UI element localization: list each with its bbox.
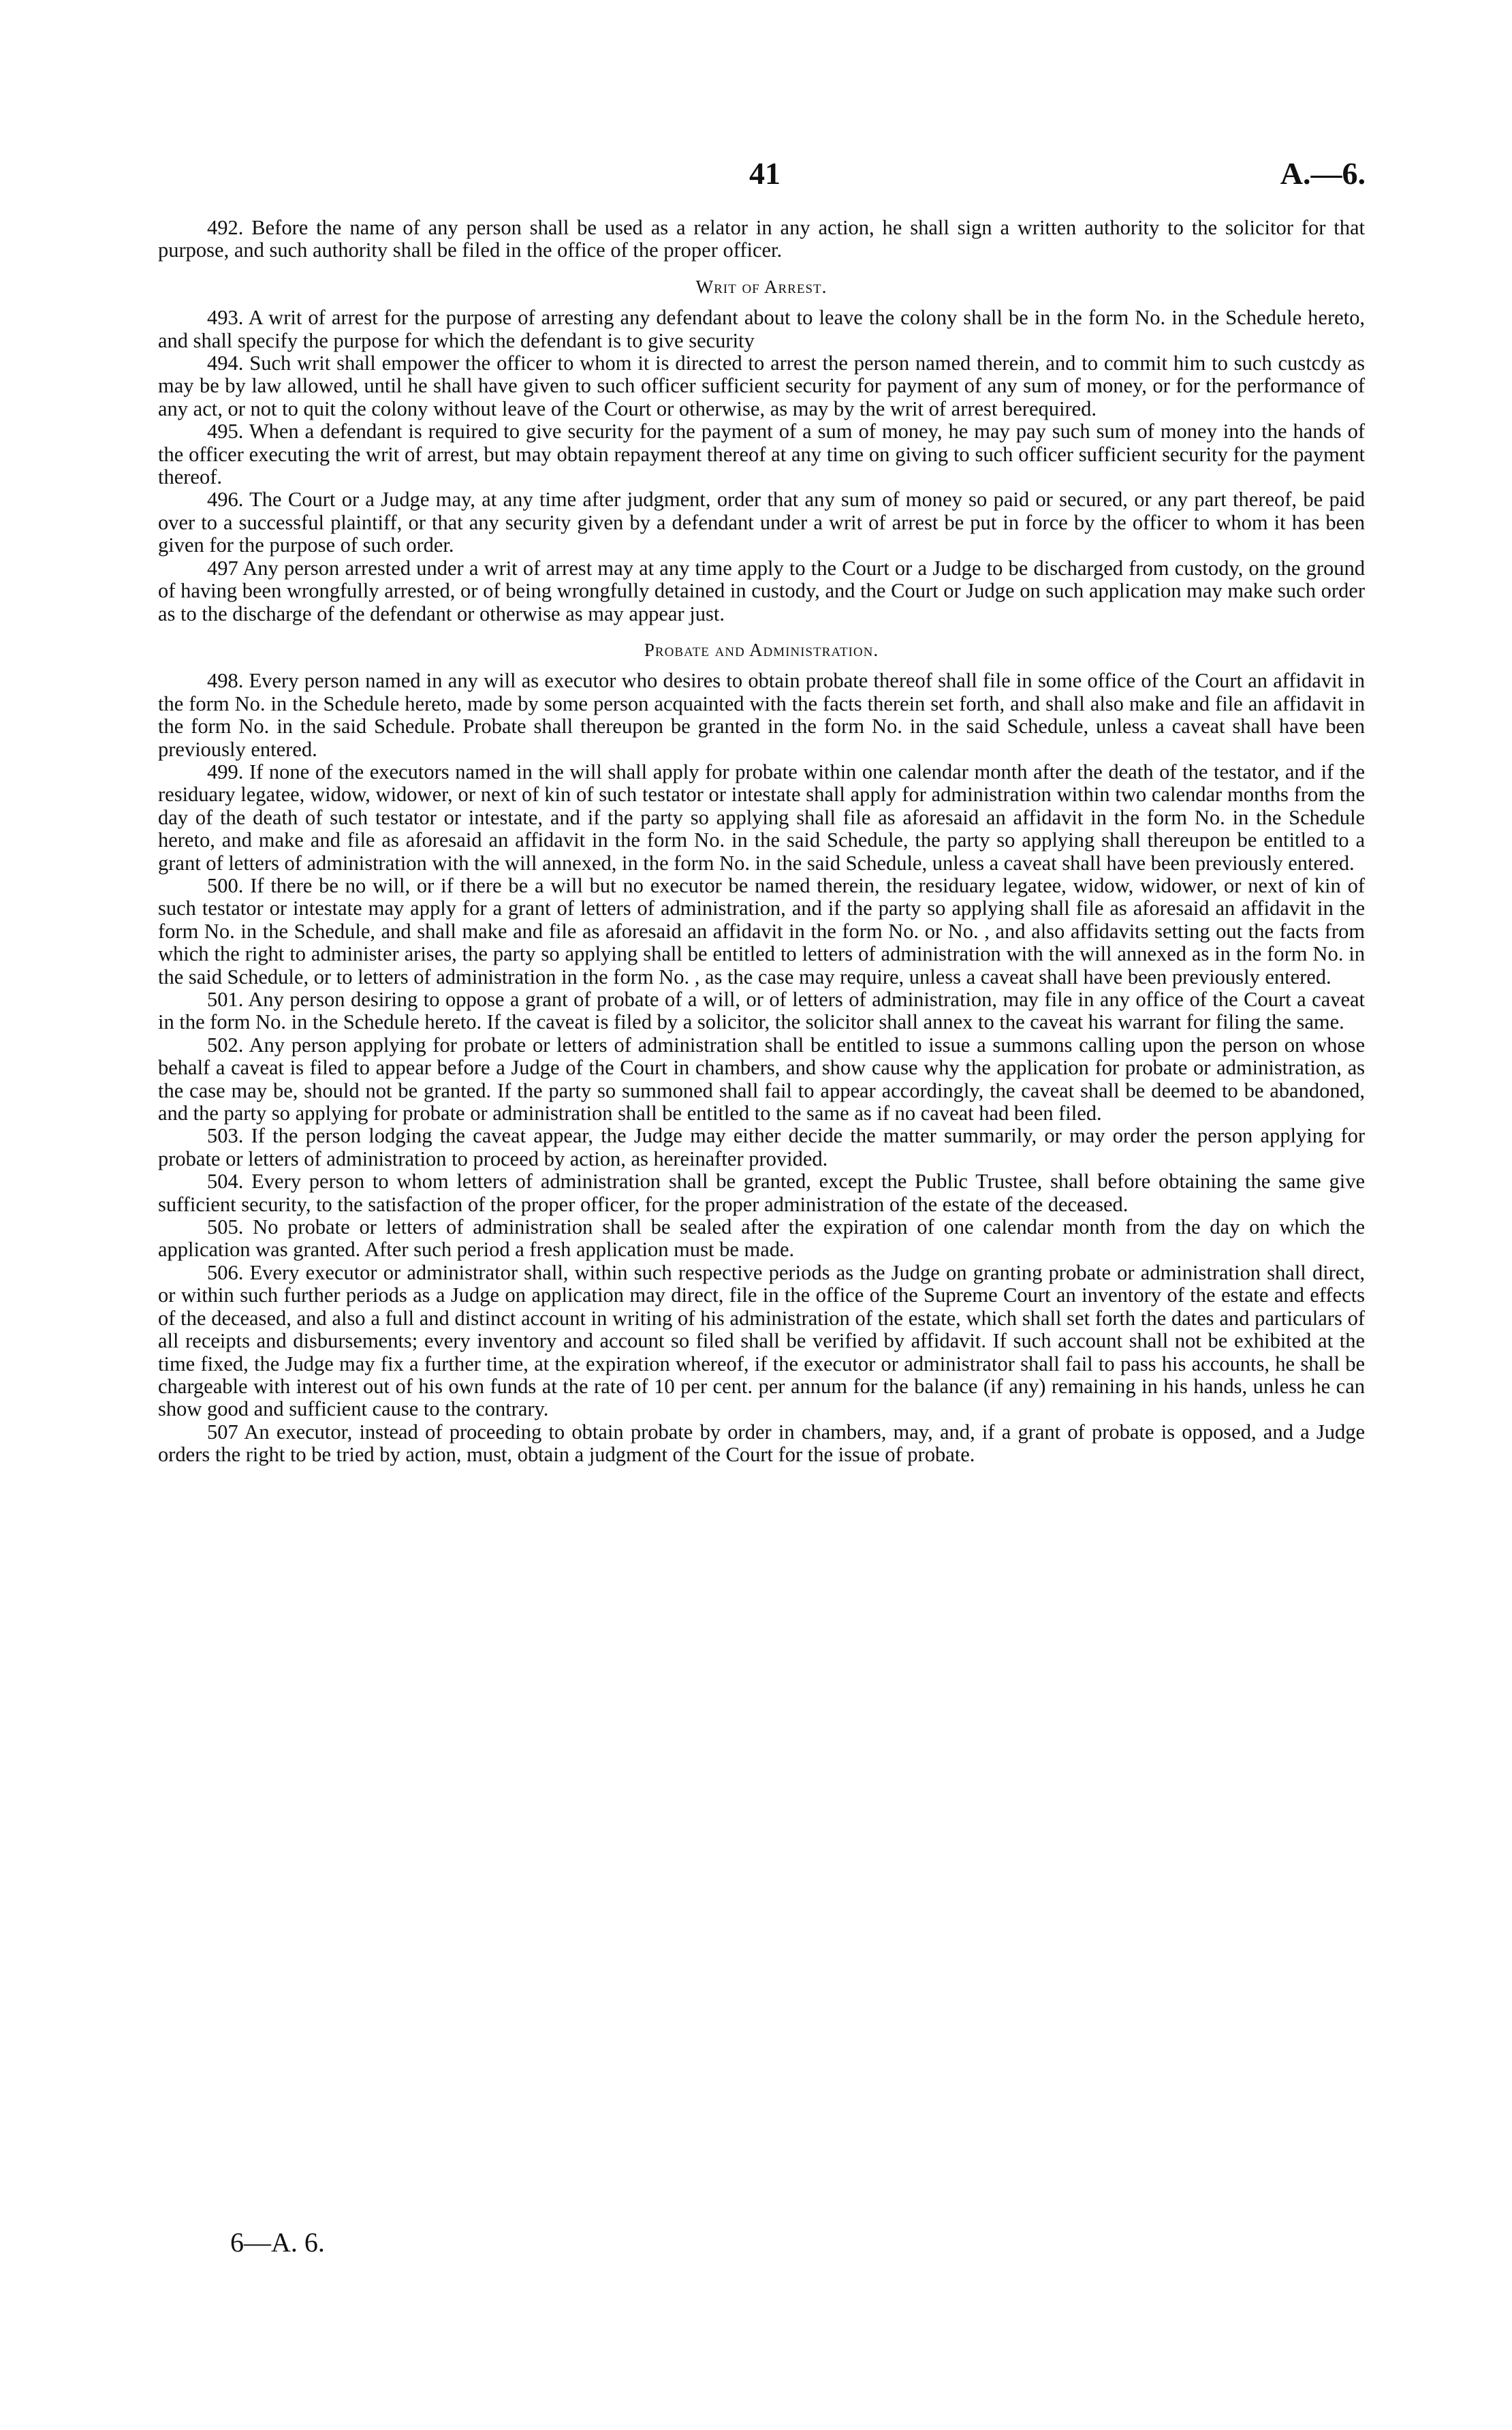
clause-paragraph — [158, 352, 1365, 420]
section-heading: Writ of Arrest. — [695, 276, 828, 297]
page-number: 41 — [749, 156, 781, 191]
clause-number: 502. — [207, 1033, 244, 1057]
clause-text: No probate or letters of administration shall be sealed after the expiration of one calendar month from the day on which the application was granted. After such period a fresh application must be made. — [158, 1215, 1365, 1262]
running-header — [157, 155, 1366, 196]
clause-number: 497 — [207, 556, 238, 580]
clause-number: 500. — [207, 873, 244, 897]
clause-text: If none of the executors named in the will shall apply for probate within one calendar month after the death of the testator, and if the residuary legatee, widow, widower, or next of kin of such testator or intestate shall apply for administration within two calendar months from the day of the death of such testator or intestate, and if the party so applying shall file as aforesaid an affidavit in the form No. in the Schedule hereto, and make and file as aforesaid an affidavit in the form No. in the said Schedule, the party so applying shall thereupon be entitled to a grant of letters of administration with the will annexed, in the form No. in the said Schedule, unless a caveat shall have been previously entered. — [158, 760, 1365, 875]
clause-number: 505. — [207, 1215, 244, 1239]
clause-text: Any person arrested under a writ of arrest may at any time apply to the Court or a Judge to be discharged from custody, on the ground of having been wrongfully arrested, or of being wrongfully detained in custody, and the Court or Judge on such application may make such order as to the discharge of the defendant or otherwise as may appear just. — [158, 556, 1365, 625]
clause-number: 499. — [207, 760, 244, 783]
clause-text: If there be no will, or if there be a will but no executor be named therein, the residuary legatee, widow, widower, or next of kin of such testator or intestate may apply for a grant of letters of administration, and if the party so applying shall file as aforesaid an affidavit in the form No. in the Schedule, and shall make and file as aforesaid an affidavit in the form No. or No. , and also affidavits setting out the facts from which the right to administer arises, the party so applying shall be entitled to letters of administration with the will annexed as in the form No. in the said Schedule, or to letters of administration in the form No. , as the case may require, unless a caveat shall have been previously entered. — [158, 873, 1366, 988]
clause-paragraph — [158, 307, 1365, 352]
clause-paragraph — [158, 875, 1365, 988]
clause-text: Any person applying for probate or letters of administration shall be entitled to issue a summons calling upon the person on whose behalf a caveat is filed to appear before a Judge of the Court in chambers, and show cause why the application for probate or administration, as the case may be, should not be granted. If the party so summoned shall fail to appear accordingly, the caveat shall be deemed to be abandoned, and the party so applying for probate or administration shall be entitled to the same as if no caveat had been filed. — [158, 1033, 1366, 1125]
clause-number: 503. — [207, 1124, 244, 1148]
clause-number: 498. — [207, 669, 244, 693]
section-heading: Probate and Administration. — [644, 639, 879, 660]
clause-paragraph — [158, 1421, 1365, 1467]
clause-text: Every person named in any will as executor who desires to obtain probate thereof shall file in some office of the Court an affidavit in the form No. in the Schedule hereto, made by some person acquainted with the facts therein set forth, and shall also make and file an affidavit in the form No. in the said Schedule. Probate shall thereupon be granted in the form No. in the said Schedule, unless a caveat shall have been previously entered. — [158, 669, 1365, 761]
clause-text: A writ of arrest for the purpose of arresting any defendant about to leave the colony shall be in the form No. in the Schedule hereto, and shall specify the purpose for which the defendant is to give security — [158, 306, 1365, 352]
clause-text: An executor, instead of proceeding to obtain probate by order in chambers, may, and, if a grant of probate is opposed, and a Judge orders the right to be tried by action, must, obtain a judgment of the Court for the issue of probate. — [158, 1420, 1366, 1467]
clause-paragraph — [158, 988, 1365, 1034]
clause-text: Every person to whom letters of administration shall be granted, except the Public Trustee, shall before obtaining the same give sufficient security, to the satisfaction of the proper officer, for the proper administration of the estate of the deceased. — [158, 1170, 1365, 1216]
clause-paragraph — [158, 670, 1365, 761]
clause-paragraph — [158, 1034, 1365, 1125]
clause-number: 504. — [207, 1170, 244, 1194]
clause-text: Before the name of any person shall be used as a relator in any action, he shall sign a written authority to the solicitor for that purpose, and such authority shall be filed in the office of the proper officer. — [158, 216, 1366, 262]
series-label: A.—6. — [1280, 156, 1366, 191]
clause-paragraph — [158, 1216, 1365, 1262]
clause-paragraph — [158, 420, 1365, 488]
clause-text: Every executor or administrator shall, within such respective periods as the Judge on granting probate or administration shall direct, or within such further periods as a Judge on application may direct, file in the office of the Supreme Court an inventory of the estate and effects of the deceased, and also a full and distinct account in writing of his administration of the estate, which shall set forth the dates and particulars of all receipts and disbursements; every inventory and account so filed shall be verified by affidavit. If such account shall not be exhibited at the time fixed, the Judge may fix a further time, at the expiration whereof, if the executor or administrator shall fail to pass his accounts, he shall be chargeable with interest out of his own funds at the rate of 10 per cent. per annum for the balance (if any) remaining in his hands, unless he can show good and sufficient cause to the contrary. — [158, 1260, 1366, 1421]
clause-text: Any person desiring to oppose a grant of probate of a will, or of letters of administration, may file in any office of the Court a caveat in the form No. in the Schedule hereto. If the caveat is filed by a solicitor, the solicitor shall annex to the caveat his warrant for filing the same. — [158, 988, 1366, 1034]
clause-paragraph — [158, 217, 1365, 262]
document-body — [158, 217, 1365, 1467]
clause-paragraph — [158, 761, 1365, 875]
clause-text: Such writ shall empower the officer to whom it is directed to arrest the person named therein, and to commit him to such custcdy as may be by law allowed, until he shall have given to such officer sufficient security for payment of any sum of money, or for the performance of any act, or not to quit the colony without leave of the Court or otherwise, as may by the writ of arrest berequired. — [158, 352, 1365, 420]
clause-number: 492. — [207, 216, 244, 239]
clause-paragraph — [158, 1262, 1365, 1421]
clause-number: 496. — [207, 488, 244, 512]
clause-number: 506. — [207, 1260, 244, 1284]
clause-number: 493. — [207, 306, 244, 330]
clause-paragraph — [158, 557, 1365, 625]
clause-text: If the person lodging the caveat appear, the Judge may either decide the matter summarily, or may order the person applying for probate or letters of administration to proceed by action, as hereinafter provided. — [158, 1124, 1366, 1170]
clause-text: When a defendant is required to give security for the payment of a sum of money, he may pay such sum of money into the hands of the officer executing the writ of arrest, but may obtain repayment thereof at any time on giving to such officer sufficient security for the payment thereof. — [158, 420, 1365, 489]
signature-mark: 6—A. 6. — [230, 2227, 325, 2258]
clause-number: 494. — [207, 352, 244, 375]
clause-number: 495. — [207, 420, 244, 443]
clause-paragraph — [158, 1125, 1365, 1170]
clause-paragraph — [158, 488, 1365, 557]
clause-number: 507 — [207, 1420, 238, 1444]
clause-number: 501. — [207, 988, 244, 1011]
clause-paragraph — [158, 1170, 1365, 1216]
clause-text: The Court or a Judge may, at any time after judgment, order that any sum of money so paid or secured, or any part thereof, be paid over to a successful plaintiff, or that any security given by a defendant under a writ of arrest be put in force by the officer to whom it has been given for the purpose of such order. — [158, 488, 1366, 557]
